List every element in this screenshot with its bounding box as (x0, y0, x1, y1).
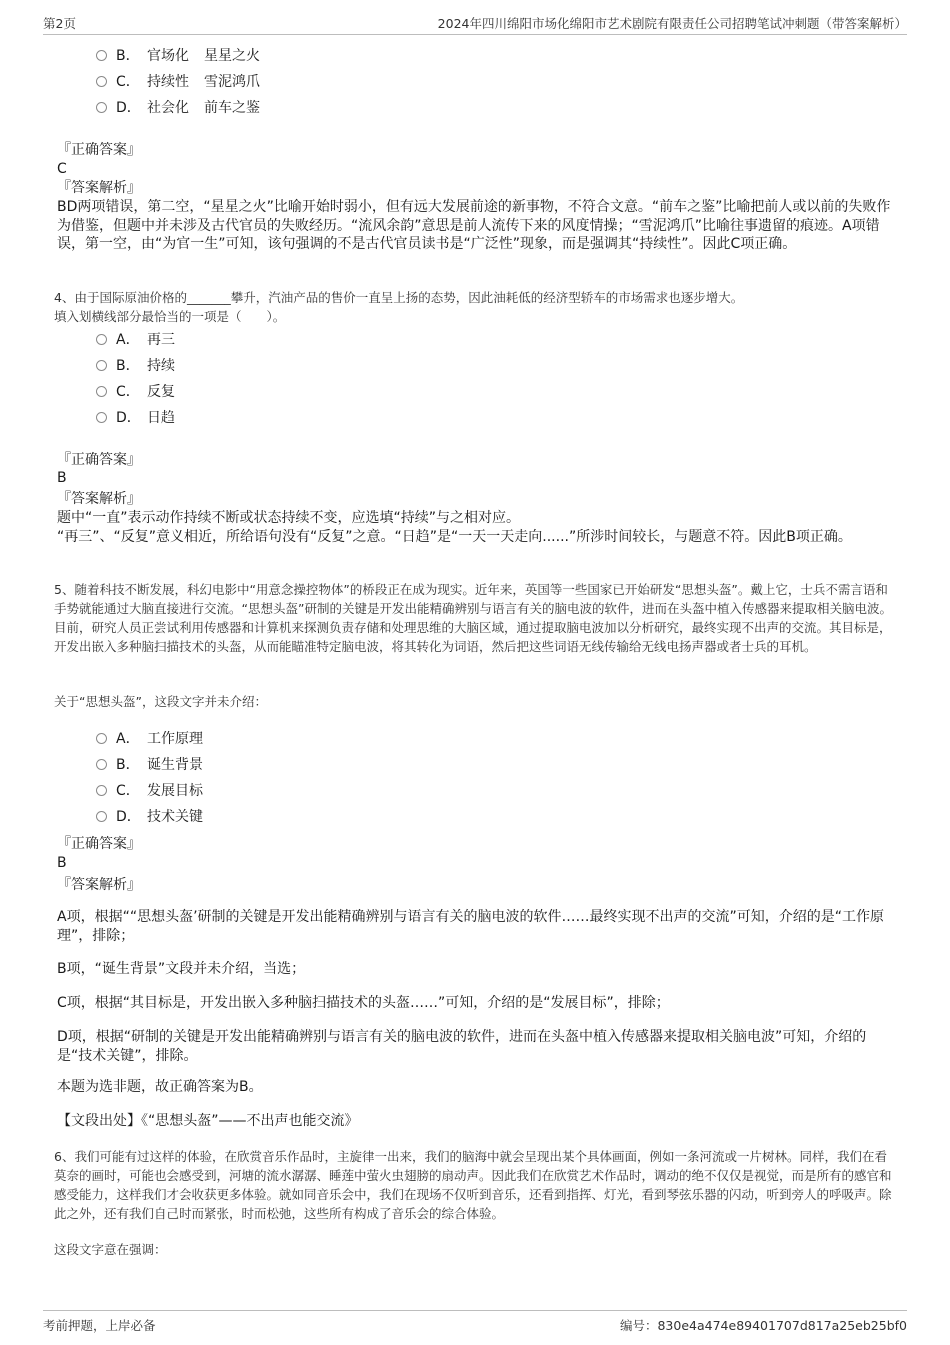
radio-icon[interactable] (96, 412, 107, 423)
q5-source: 【文段出处】《“思想头盔”——不出声也能交流》 (57, 1113, 359, 1129)
radio-icon[interactable] (96, 386, 107, 397)
radio-icon[interactable] (96, 76, 107, 87)
q5-analysis-b: B项，“诞生背景”文段并未介绍，当选； (57, 961, 306, 977)
q3-analysis: BD两项错误，第二空，“星星之火”比喻开始时弱小，但有远大发展前途的新事物，不符合文意。“前车之鉴”比喻把前人或以前的失败作为借鉴，但题中并未涉及古代官员的失败经历。“流风余韵”意思是前人流传下来的风度情操；“雪泥鸿爪”比喻往事遗留的痕迹。A项错误，第一空，由“为官一生”可知，该句强调的不是古代官员读书是“广泛性”现象，而是强调其“持续性”。因此C项正确。 (57, 199, 891, 252)
q3-option-c[interactable]: C． 持续性 雪泥鸿爪 (96, 72, 260, 92)
radio-icon[interactable] (96, 50, 107, 61)
q4-option-d[interactable]: D． 日趋 (96, 408, 175, 428)
document-title: 2024年四川绵阳市场化绵阳市艺术剧院有限责任公司招聘笔试冲刺题（带答案解析） (437, 16, 907, 31)
q3-answer-label: 『正确答案』 (57, 142, 141, 158)
q5-option-c[interactable]: C． 发展目标 (96, 781, 203, 801)
radio-icon[interactable] (96, 811, 107, 822)
radio-icon[interactable] (96, 733, 107, 744)
q6-question: 这段文字意在强调： (54, 1242, 167, 1257)
q3-analysis-label: 『答案解析』 (57, 180, 141, 196)
q4-analysis-label: 『答案解析』 (57, 491, 141, 507)
page-footer (43, 1310, 907, 1335)
document-id: 编号：830e4a474e89401707d817a25eb25bf0 (619, 1318, 907, 1333)
q5-answer-label: 『正确答案』 (57, 836, 141, 852)
radio-icon[interactable] (96, 360, 107, 371)
radio-icon[interactable] (96, 759, 107, 770)
q5-answer: B (57, 855, 67, 871)
q5-analysis-a: A项，根据““思想头盔’研制的关键是开发出能精确辨别与语言有关的脑电波的软件……最终实现不出声的交流”可知，介绍的是“工作原理”，排除； (57, 909, 885, 944)
radio-icon[interactable] (96, 334, 107, 345)
q3-option-d[interactable]: D． 社会化 前车之鉴 (96, 98, 260, 118)
q6-stem: 6、我们可能有过这样的体验，在欣赏音乐作品时，主旋律一出来，我们的脑海中就会呈现出某个具体画面，例如一条河流或一片树林。同样，我们在看莫奈的画时，可能也会感受到，河塘的流水潺潺、睡莲中萤火虫翅膀的扇动声。因此我们在欣赏艺术作品时，调动的绝不仅仅是视觉，而是所有的感官和感受能力，这样我们才会收获更多体验。就如同音乐会中，我们在现场不仅听到音乐，还看到指挥、灯光，看到琴弦乐器的闪动，听到旁人的呼吸声。除此之外，还有我们自己时而紧张，时而松弛，这些所有构成了音乐会的综合体验。 (54, 1149, 892, 1221)
q4-stem: 4、由于国际原油价格的_______攀升，汽油产品的售价一直呈上扬的态势，因此油耗低的经济型轿车的市场需求也逐步增大。 填入划横线部分最恰当的一项是（ ）。 (54, 290, 744, 324)
footer-slogan: 考前押题，上岸必备 (43, 1318, 156, 1333)
page-header (43, 12, 907, 35)
q5-conclusion: 本题为选非题，故正确答案为B。 (57, 1079, 263, 1095)
q5-analysis-label: 『答案解析』 (57, 877, 141, 893)
q4-option-a[interactable]: A． 再三 (96, 330, 175, 350)
q4-option-c[interactable]: C． 反复 (96, 382, 175, 402)
q5-analysis-d: D项，根据“研制的关键是开发出能精确辨别与语言有关的脑电波的软件，进而在头盔中植入传感器来提取相关脑电波”可知，介绍的是“技术关键”，排除。 (57, 1029, 867, 1064)
page-number: 第2页 (43, 16, 76, 31)
q5-option-b[interactable]: B． 诞生背景 (96, 755, 203, 775)
q4-answer-label: 『正确答案』 (57, 452, 141, 468)
q5-question: 关于“思想头盔”，这段文字并未介绍： (54, 694, 267, 709)
q5-stem: 5、随着科技不断发展，科幻电影中“用意念操控物体”的桥段正在成为现实。近年来，英国等一些国家已开始研发“思想头盔”。戴上它，士兵不需言语和手势就能通过大脑直接进行交流。“思想头盔”研制的关键是开发出能精确辨别与语言有关的脑电波的软件，进而在头盔中植入传感器来提取相关脑电波。目前，研究人员正尝试利用传感器和计算机来探测负责存储和处理思维的大脑区域，通过提取脑电波加以分析研究，最终实现不出声的交流。其目标是，开发出嵌入多种脑扫描技术的头盔，从而能瞄准特定脑电波，将其转化为词语，然后把这些词语无线传输给无线电扬声器或者士兵的耳机。 (54, 582, 892, 654)
q3-option-b[interactable]: B． 官场化 星星之火 (96, 46, 260, 66)
radio-icon[interactable] (96, 102, 107, 113)
q3-answer: C (57, 161, 67, 177)
q5-option-d[interactable]: D． 技术关键 (96, 807, 203, 827)
q5-option-a[interactable]: A． 工作原理 (96, 729, 203, 749)
q4-analysis: 题中“一直”表示动作持续不断或状态持续不变，应选填“持续”与之相对应。 “再三”、“反复”意义相近，所给语句没有“反复”之意。“日趋”是“一天一天走向......”所涉时间较长，与题意不符。因此B项正确。 (57, 510, 852, 545)
q4-option-b[interactable]: B． 持续 (96, 356, 175, 376)
q5-analysis-c: C项，根据“其目标是，开发出嵌入多种脑扫描技术的头盔……”可知，介绍的是“发展目标”，排除； (57, 995, 670, 1011)
q4-answer: B (57, 470, 67, 486)
radio-icon[interactable] (96, 785, 107, 796)
